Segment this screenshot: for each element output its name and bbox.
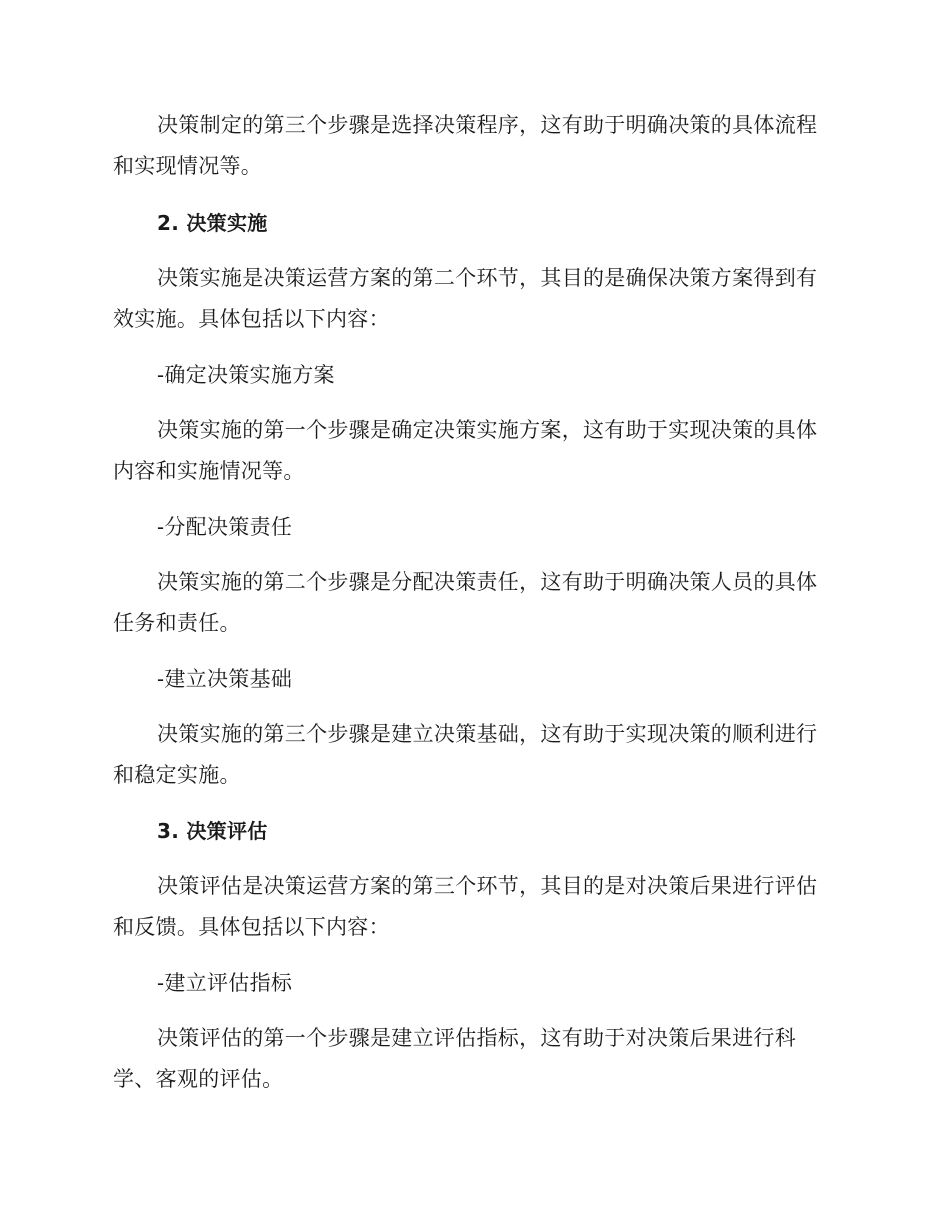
list-item-evaluation-indicators: -建立评估指标 <box>157 971 293 995</box>
paragraph-implementation-step-two: 决策实施的第二个步骤是分配决策责任，这有助于明确决策人员的具体任务和责任。 <box>113 570 818 635</box>
list-item-establish-foundation: -建立决策基础 <box>157 667 293 691</box>
list-item-determine-plan: -确定决策实施方案 <box>157 363 335 387</box>
list-item-assign-responsibility: -分配决策责任 <box>157 515 293 539</box>
section-heading-decision-implementation: 2. 决策实施 <box>157 211 268 235</box>
paragraph-implementation-step-one: 决策实施的第一个步骤是确定决策实施方案，这有助于实现决策的具体内容和实施情况等。 <box>113 418 818 483</box>
paragraph-decision-making-step-three: 决策制定的第三个步骤是选择决策程序，这有助于明确决策的具体流程和实现情况等。 <box>113 113 818 178</box>
paragraph-evaluation-intro: 决策评估是决策运营方案的第三个环节，其目的是对决策后果进行评估和反馈。具体包括以下内容： <box>113 874 818 939</box>
paragraph-evaluation-step-one: 决策评估的第一个步骤是建立评估指标，这有助于对决策后果进行科学、客观的评估。 <box>113 1026 796 1091</box>
paragraph-implementation-step-three: 决策实施的第三个步骤是建立决策基础，这有助于实现决策的顺利进行和稳定实施。 <box>113 722 818 787</box>
section-heading-decision-evaluation: 3. 决策评估 <box>157 819 268 843</box>
paragraph-implementation-intro: 决策实施是决策运营方案的第二个环节，其目的是确保决策方案得到有效实施。具体包括以下内容： <box>113 266 818 331</box>
